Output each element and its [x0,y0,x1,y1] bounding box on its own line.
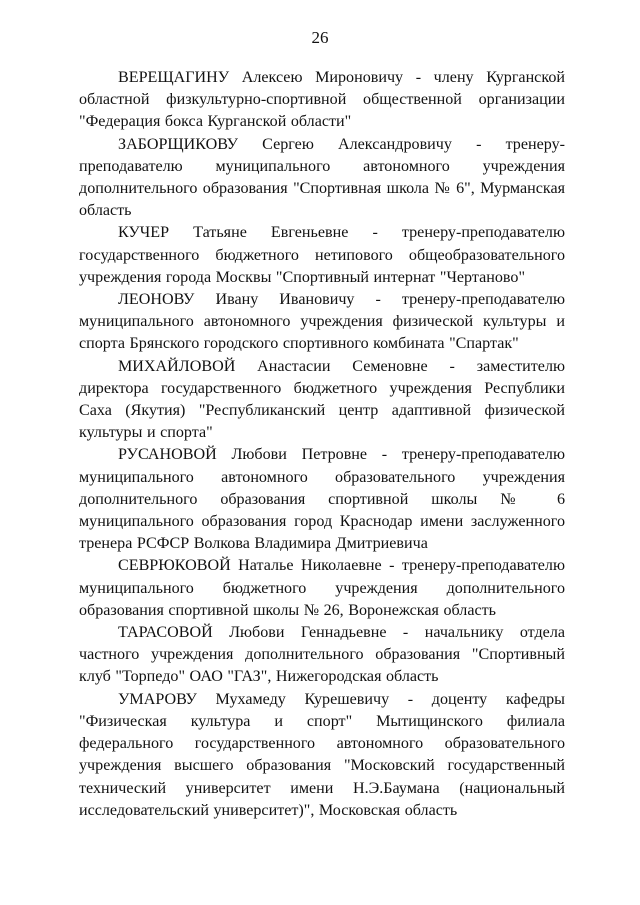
list-item: ВЕРЕЩАГИНУ Алексею Мироновичу - члену Курганской областной физкультурно-спортивной общественной организации "Федерация бокса Курганской области" [79,69,565,131]
list-item: ТАРАСОВОЙ Любови Геннадьевне - начальнику отдела частного учреждения дополнительного образования "Спортивный клуб "Торпедо" ОАО "ГАЗ", Нижегородская область [79,624,565,686]
list-item: КУЧЕР Татьяне Евгеньевне - тренеру-преподавателю государственного бюджетного нетипового общеобразовательного учреждения города Москвы "Спортивный интернат "Чертаново" [79,224,565,286]
list-item: УМАРОВУ Мухамеду Курешевичу - доценту кафедры "Физическая культура и спорт" Мытищинского филиала федерального государственного автономного образовательного учреждения высшего образования "Московский государственный технический университет имени Н.Э.Баумана (национальный исследовательский университет)", Московская область [79,690,565,819]
list-item: МИХАЙЛОВОЙ Анастасии Семеновне - заместителю директора государственного бюджетного учреждения Республики Саха (Якутия) "Республиканский центр адаптивной физической культуры и спорта" [79,357,565,442]
page-number: 26 [311,28,329,47]
award-list [79,67,565,822]
list-item: ЗАБОРЩИКОВУ Сергею Александровичу - тренеру-преподавателю муниципального автономного учреждения дополнительного образования "Спортивная школа № 6", Мурманская область [79,135,565,220]
list-item: ЛЕОНОВУ Ивану Ивановичу - тренеру-преподавателю муниципального автономного учреждения физической культуры и спорта Брянского городского спортивного комбината "Спартак" [79,291,565,353]
list-item: СЕВРЮКОВОЙ Наталье Николаевне - тренеру-преподавателю муниципального бюджетного учреждения дополнительного образования спортивной школы № 26, Воронежская область [79,557,565,619]
list-item: РУСАНОВОЙ Любови Петровне - тренеру-преподавателю муниципального автономного образовательного учреждения дополнительного образования спортивной школы № 6 муниципального образования город Краснодар имени заслуженного тренера РСФСР Волкова Владимира Дмитриевича [79,446,565,553]
